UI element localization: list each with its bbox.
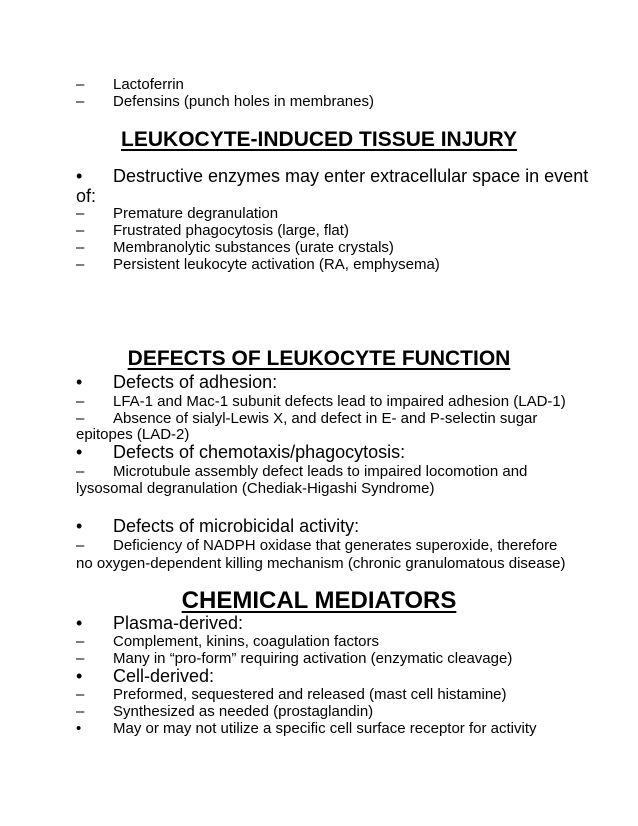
lead-text: Destructive enzymes may enter extracellular space in event	[113, 166, 589, 186]
list-item-cont: no oxygen-dependent killing mechanism (chronic granulomatous disease)	[76, 555, 566, 572]
list-item: Complement, kinins, coagulation factors	[113, 633, 379, 650]
list-item: Synthesized as needed (prostaglandin)	[113, 703, 374, 720]
bullet: •	[76, 442, 83, 462]
bullet: •	[76, 166, 83, 186]
intro-text: Lactoferrin	[113, 76, 184, 93]
bullet: •	[76, 613, 83, 633]
dash-bullet: –	[76, 93, 85, 110]
section-heading-leukocyte-defects: DEFECTS OF LEUKOCYTE FUNCTION	[127, 347, 511, 370]
dash-bullet: –	[76, 256, 85, 273]
lead-text-cont: of:	[76, 186, 97, 206]
subheading-microbicidal: Defects of microbicidal activity:	[113, 516, 360, 536]
list-item: Many in “pro-form” requiring activation (enzymatic cleavage)	[113, 650, 513, 667]
dash-bullet: –	[76, 537, 85, 554]
dash-bullet: –	[76, 410, 85, 427]
dash-bullet: –	[76, 76, 85, 93]
intro-text: Defensins (punch holes in membranes)	[113, 93, 374, 110]
dash-bullet: –	[76, 463, 85, 480]
bullet: •	[76, 720, 82, 737]
bullet: •	[76, 666, 83, 686]
list-item: Persistent leukocyte activation (RA, emphysema)	[113, 256, 440, 273]
list-item: Membranolytic substances (urate crystals)	[113, 239, 394, 256]
dash-bullet: –	[76, 633, 85, 650]
list-item: Absence of sialyl-Lewis X, and defect in E- and P-selectin sugar	[113, 410, 538, 427]
dash-bullet: –	[76, 650, 85, 667]
subheading-plasma: Plasma-derived:	[113, 613, 244, 633]
list-item-cont: lysosomal degranulation (Chediak-Higashi Syndrome)	[76, 480, 435, 497]
dash-bullet: –	[76, 686, 85, 703]
list-item: Microtubule assembly defect leads to impaired locomotion and	[113, 463, 528, 480]
section-heading-tissue-injury: LEUKOCYTE-INDUCED TISSUE INJURY	[121, 128, 517, 151]
dash-bullet: –	[76, 239, 85, 256]
list-item: Deficiency of NADPH oxidase that generates superoxide, therefore	[113, 537, 558, 554]
dash-bullet: –	[76, 703, 85, 720]
list-item: Premature degranulation	[113, 205, 279, 222]
subheading-adhesion: Defects of adhesion:	[113, 372, 278, 392]
dash-bullet: –	[76, 205, 85, 222]
dash-bullet: –	[76, 222, 85, 239]
bullet: •	[76, 372, 83, 392]
section-heading-chemical-mediators: CHEMICAL MEDIATORS	[181, 587, 457, 614]
subheading-chemotaxis: Defects of chemotaxis/phagocytosis:	[113, 442, 406, 462]
list-item: LFA-1 and Mac-1 subunit defects lead to impaired adhesion (LAD-1)	[113, 393, 566, 410]
subheading-cell: Cell-derived:	[113, 666, 215, 686]
list-item: May or may not utilize a specific cell surface receptor for activity	[113, 720, 537, 737]
dash-bullet: –	[76, 393, 85, 410]
bullet: •	[76, 516, 83, 536]
list-item: Frustrated phagocytosis (large, flat)	[113, 222, 349, 239]
list-item-cont: epitopes (LAD-2)	[76, 426, 190, 443]
list-item: Preformed, sequestered and released (mast cell histamine)	[113, 686, 507, 703]
